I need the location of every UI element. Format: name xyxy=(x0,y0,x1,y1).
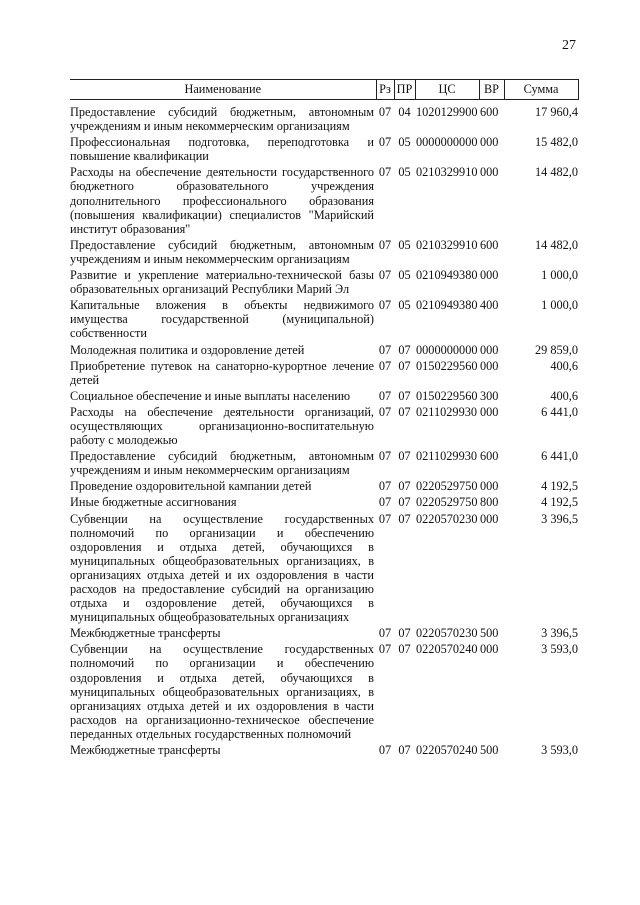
row-name: Межбюджетные трансферты xyxy=(70,743,221,758)
row-name: Предоставление субсидий бюджетным, автономным учреждениям и иным некоммерческим организациям xyxy=(70,449,374,478)
row-cs: 0211029930 xyxy=(416,404,478,419)
row-rz: 07 xyxy=(378,268,392,283)
row-rz: 07 xyxy=(378,449,392,464)
row-rz: 07 xyxy=(378,388,392,403)
row-sum: 15 482,0 xyxy=(534,135,578,150)
row-cs: 0210949380 xyxy=(416,298,478,313)
table-row xyxy=(70,389,578,405)
row-vr: 000 xyxy=(480,479,499,494)
table-row xyxy=(70,268,578,298)
table-row xyxy=(70,512,578,627)
row-pr: 05 xyxy=(398,237,411,252)
header-name: Наименование xyxy=(70,80,376,100)
row-name: Межбюджетные трансферты xyxy=(70,626,221,641)
row-vr: 000 xyxy=(480,342,499,357)
row-name: Предоставление субсидий бюджетным, автономным учреждениям и иным некоммерческим организациям xyxy=(70,237,374,266)
row-rz: 07 xyxy=(378,135,392,150)
row-sum: 3 593,0 xyxy=(541,642,578,657)
row-sum: 3 396,5 xyxy=(541,626,578,641)
row-name: Предоставление субсидий бюджетным, автономным учреждениям и иным некоммерческим организациям xyxy=(70,105,374,134)
table-row xyxy=(70,135,578,165)
row-cs: 0000000000 xyxy=(416,135,478,150)
row-rz: 07 xyxy=(378,298,392,313)
row-rz: 07 xyxy=(378,342,392,357)
row-vr: 000 xyxy=(480,358,499,373)
row-pr: 04 xyxy=(398,105,411,119)
table-row xyxy=(70,743,578,759)
row-pr: 05 xyxy=(398,298,411,313)
row-sum: 29 859,0 xyxy=(534,342,578,357)
row-cs: 0220529750 xyxy=(416,495,478,510)
row-cs: 0220570240 xyxy=(416,743,478,758)
row-sum: 6 441,0 xyxy=(541,404,578,419)
row-vr: 500 xyxy=(480,743,499,758)
row-pr: 07 xyxy=(398,511,411,526)
row-rz: 07 xyxy=(378,495,392,510)
header-cs: ЦС xyxy=(415,80,479,100)
table-row xyxy=(70,100,578,136)
budget-table xyxy=(70,79,579,759)
row-sum: 4 192,5 xyxy=(541,495,578,510)
row-name: Молодежная политика и оздоровление детей xyxy=(70,342,305,357)
row-name: Субвенции на осуществление государственных полномочий по организации и обеспечению оздоровления и отдыха детей, обучающихся в муниципальных общеобразовательных организациях, в организациях отдыха детей и их оздоровления в части расходов на организационно-техническое обеспечение переданных отдельных государственных полномочий xyxy=(70,642,374,741)
row-vr: 000 xyxy=(480,165,499,180)
row-rz: 07 xyxy=(378,358,392,373)
row-cs: 0000000000 xyxy=(416,342,478,357)
row-cs: 0220570230 xyxy=(416,626,478,641)
row-vr: 000 xyxy=(480,404,499,419)
row-name: Развитие и укрепление материально-технической базы образовательных организаций Республики Марий Эл xyxy=(70,268,374,297)
row-vr: 400 xyxy=(480,298,499,313)
row-sum: 400,6 xyxy=(550,388,578,403)
table-row xyxy=(70,449,578,479)
row-pr: 07 xyxy=(398,626,411,641)
row-sum: 17 960,4 xyxy=(534,105,578,119)
row-pr: 07 xyxy=(398,479,411,494)
row-cs: 0220570230 xyxy=(416,511,478,526)
table-row xyxy=(70,626,578,642)
table-row xyxy=(70,298,578,342)
row-sum: 3 593,0 xyxy=(541,743,578,758)
row-pr: 07 xyxy=(398,642,411,657)
row-pr: 05 xyxy=(398,165,411,180)
row-cs: 1020129900 xyxy=(416,105,478,119)
row-cs: 0220570240 xyxy=(416,642,478,657)
row-vr: 800 xyxy=(480,495,499,510)
header-vr: ВР xyxy=(479,80,504,100)
row-pr: 07 xyxy=(398,388,411,403)
row-vr: 000 xyxy=(480,268,499,283)
row-name: Капитальные вложения в объекты недвижимого имущества государственной (муниципальной) собственности xyxy=(70,298,374,341)
table-row xyxy=(70,238,578,268)
header-pr: ПР xyxy=(394,80,415,100)
row-sum: 3 396,5 xyxy=(541,511,578,526)
row-cs: 0210949380 xyxy=(416,268,478,283)
row-cs: 0220529750 xyxy=(416,479,478,494)
row-sum: 14 482,0 xyxy=(534,237,578,252)
row-sum: 400,6 xyxy=(550,358,578,373)
row-rz: 07 xyxy=(378,404,392,419)
row-vr: 300 xyxy=(480,388,499,403)
row-pr: 05 xyxy=(398,268,411,283)
row-rz: 07 xyxy=(378,743,392,758)
row-vr: 600 xyxy=(480,105,499,119)
row-name: Иные бюджетные ассигнования xyxy=(70,495,237,510)
header-sum: Сумма xyxy=(504,80,578,100)
row-name: Приобретение путевок на санаторно-курортное лечение детей xyxy=(70,358,374,387)
table-row xyxy=(70,495,578,511)
row-cs: 0210329910 xyxy=(416,237,478,252)
row-pr: 07 xyxy=(398,342,411,357)
row-sum: 6 441,0 xyxy=(541,449,578,464)
row-vr: 000 xyxy=(480,511,499,526)
row-name: Субвенции на осуществление государственных полномочий по организации и обеспечению оздоровления и отдыха детей, обучающихся в муниципальных общеобразовательных организациях, в организациях отдыха детей и их оздоровления в части расходов на предоставление субсидий на организацию отдыха и оздоровление детей, обучающихся в муниципальных общеобразовательных организациях xyxy=(70,511,374,625)
row-vr: 000 xyxy=(480,135,499,150)
table-row xyxy=(70,343,578,359)
row-pr: 07 xyxy=(398,495,411,510)
row-cs: 0210329910 xyxy=(416,165,478,180)
row-sum: 1 000,0 xyxy=(541,268,578,283)
row-rz: 07 xyxy=(378,626,392,641)
row-rz: 07 xyxy=(378,479,392,494)
row-vr: 600 xyxy=(480,237,499,252)
table-row xyxy=(70,405,578,449)
table-body xyxy=(70,100,578,760)
row-sum: 4 192,5 xyxy=(541,479,578,494)
table-row xyxy=(70,642,578,743)
row-rz: 07 xyxy=(378,511,392,526)
row-cs: 0211029930 xyxy=(416,449,478,464)
table-row xyxy=(70,479,578,495)
table-row xyxy=(70,359,578,389)
row-cs: 0150229560 xyxy=(416,388,478,403)
page-number: 27 xyxy=(562,38,576,53)
row-cs: 0150229560 xyxy=(416,358,478,373)
row-pr: 07 xyxy=(398,449,411,464)
row-rz: 07 xyxy=(378,105,392,119)
row-pr: 05 xyxy=(398,135,411,150)
row-rz: 07 xyxy=(378,237,392,252)
row-name: Проведение оздоровительной кампании детей xyxy=(70,479,312,494)
row-name: Расходы на обеспечение деятельности государственного бюджетного образовательного учреждения дополнительного профессионального образования (повышения квалификации) специалистов "Марийский институт образования" xyxy=(70,165,374,236)
row-vr: 500 xyxy=(480,626,499,641)
header-rz: Рз xyxy=(376,80,394,100)
row-name: Профессиональная подготовка, переподготовка и повышение квалификации xyxy=(70,135,374,164)
row-pr: 07 xyxy=(398,358,411,373)
row-sum: 14 482,0 xyxy=(534,165,578,180)
row-sum: 1 000,0 xyxy=(541,298,578,313)
row-name: Социальное обеспечение и иные выплаты населению xyxy=(70,388,351,403)
row-vr: 000 xyxy=(480,642,499,657)
row-vr: 600 xyxy=(480,449,499,464)
row-rz: 07 xyxy=(378,165,392,180)
row-pr: 07 xyxy=(398,404,411,419)
table-row xyxy=(70,165,578,237)
row-name: Расходы на обеспечение деятельности организаций, осуществляющих организационно-воспитательную работу с молодежью xyxy=(70,404,374,448)
table-header xyxy=(70,80,578,100)
row-rz: 07 xyxy=(378,642,392,657)
row-pr: 07 xyxy=(398,743,411,758)
